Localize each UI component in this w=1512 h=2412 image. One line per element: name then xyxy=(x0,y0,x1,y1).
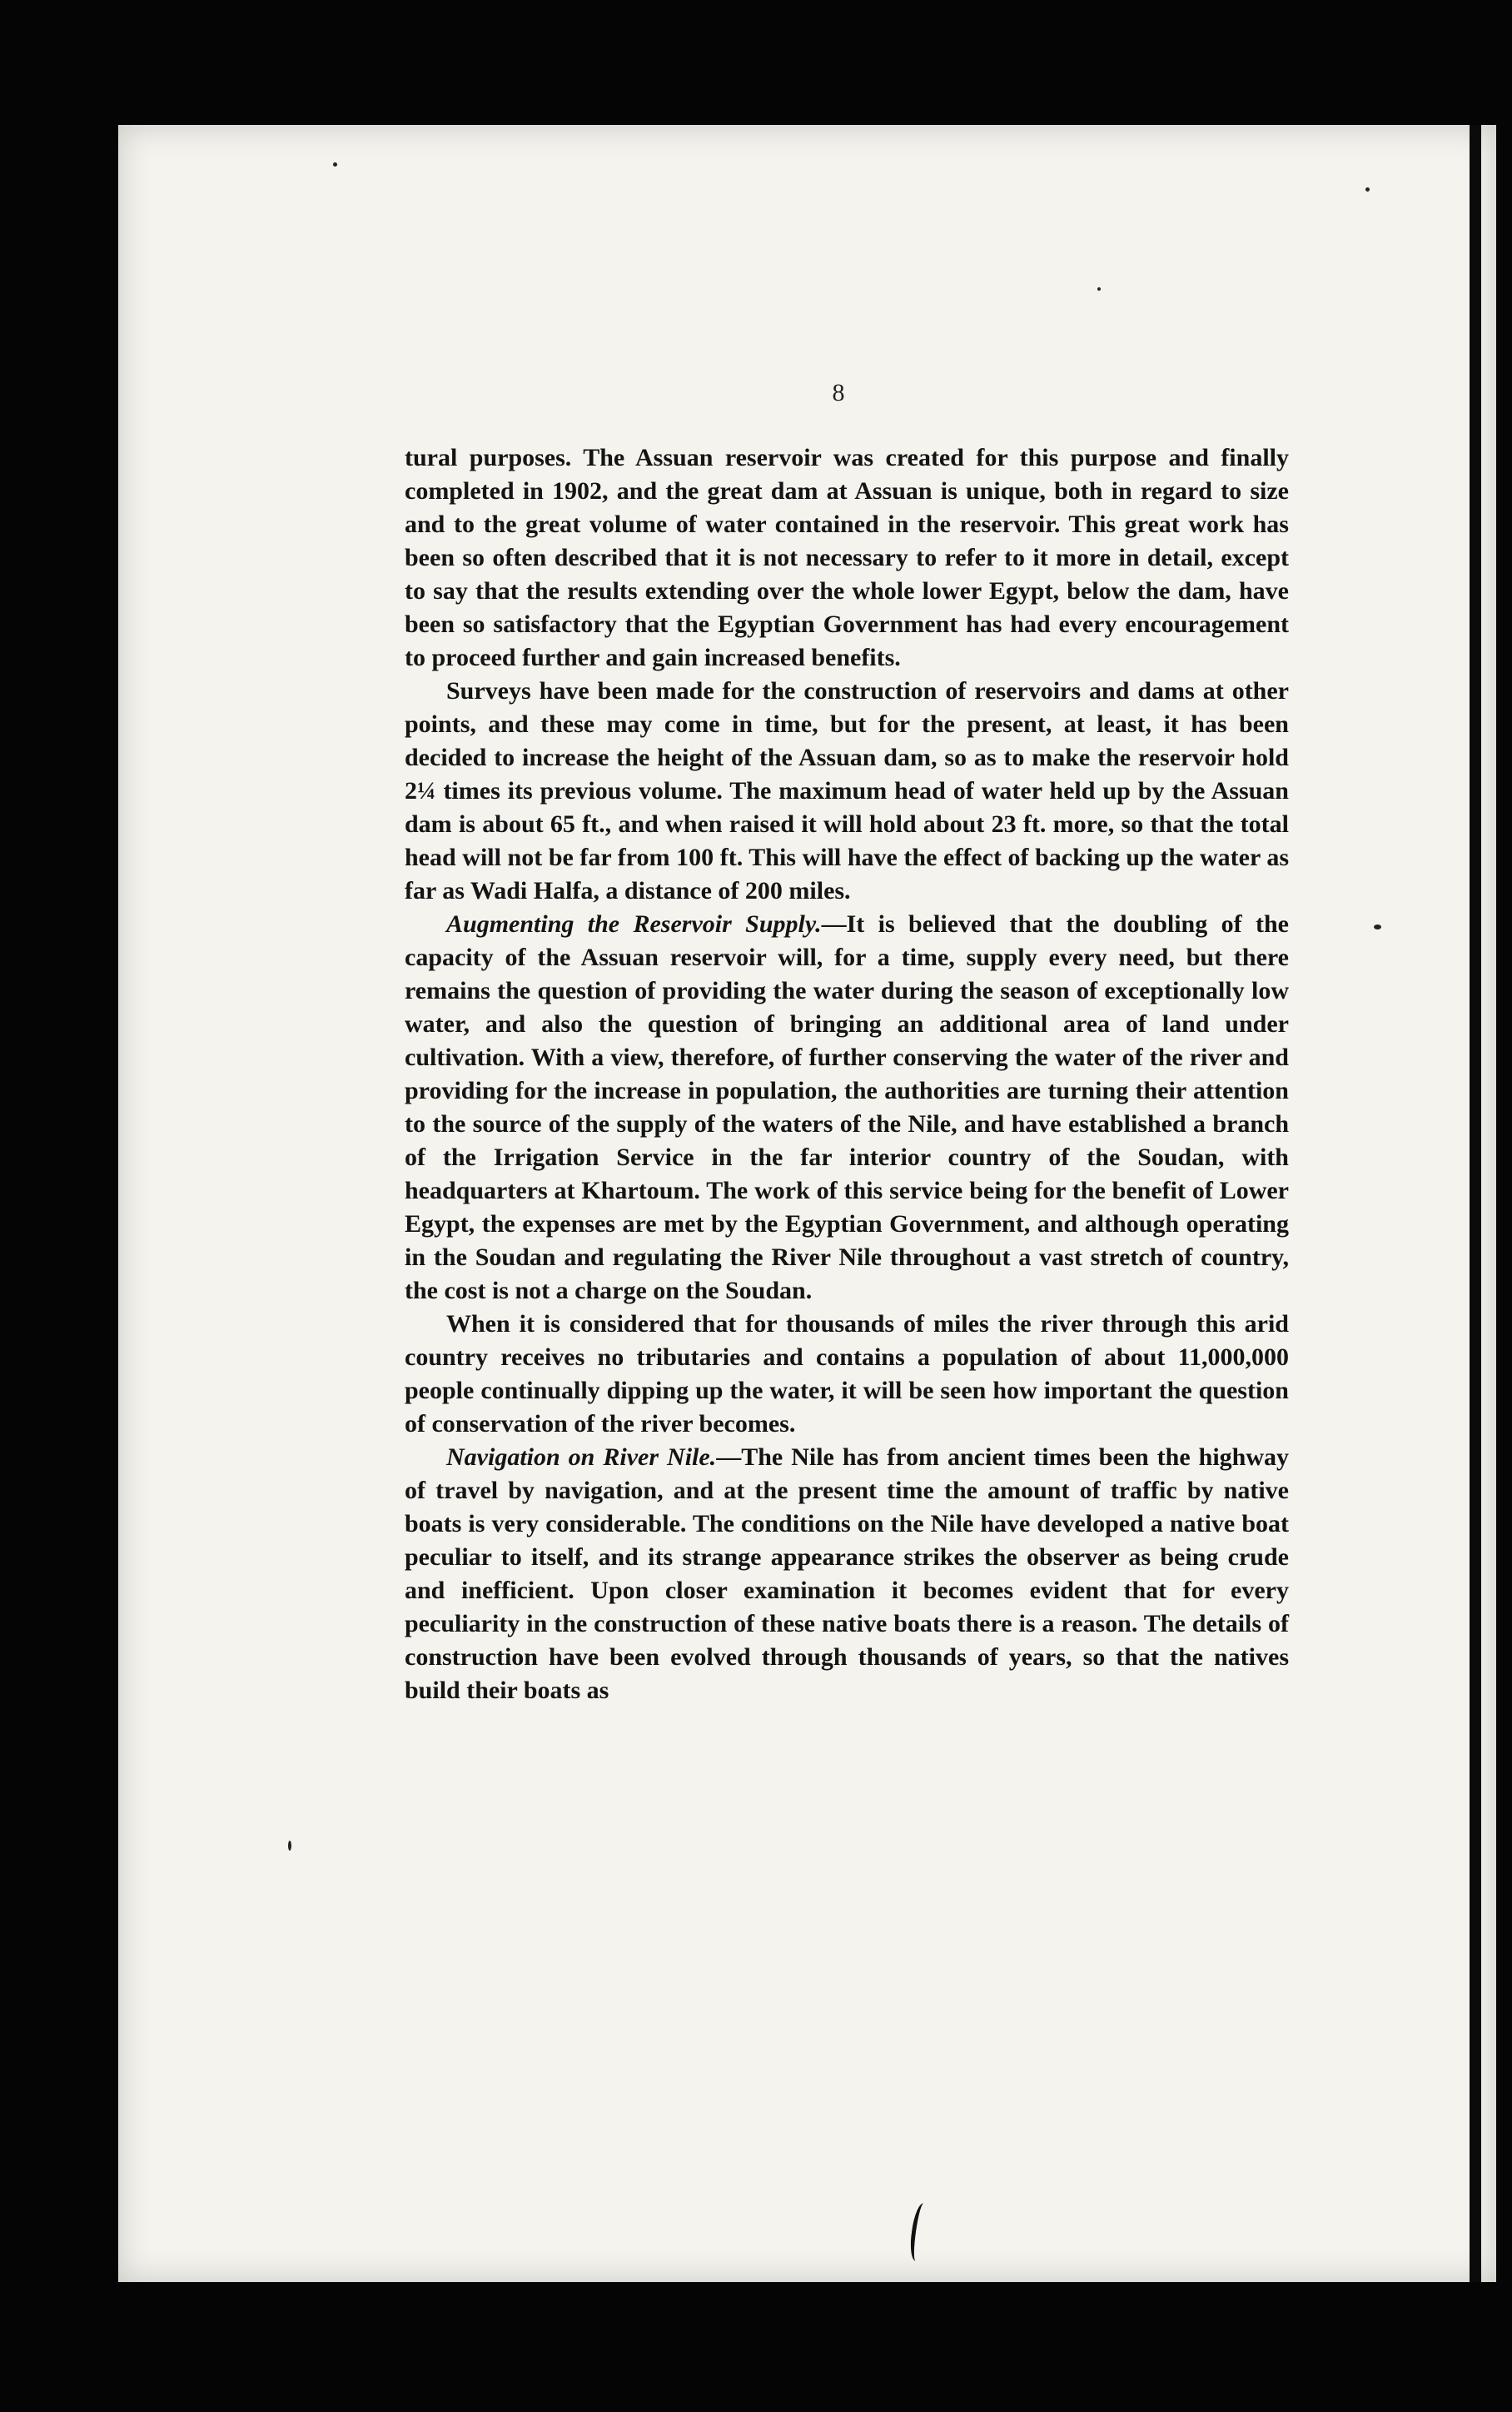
paragraph-text: —The Nile has from ancient times been the highway of travel by navigation, and at the present time the amount of traffic by native boats is very considerable. The conditions on the Nile have developed a native boat peculiar to itself, and its strange appearance strikes the observer as being crude and inefficient. Upon closer examination it becomes evident that for every peculiarity in the construction of these native boats there is a reason. The details of construction have been evolved through thousands of years, so that the natives build their boats as xyxy=(405,1443,1290,1704)
page-number: 8 xyxy=(832,379,847,406)
paragraph-text: When it is considered that for thousands of miles the river through this arid country receives no tributaries and contains a population of about 11,000,000 people continually dipping up the water, it will be seen how important the question of conservation of the river becomes. xyxy=(405,1310,1289,1438)
paragraph-text: Surveys have been made for the construction of reservoirs and dams at other points, and these may come in time, but for the present, at least, it has been decided to increase the height of the Assuan dam, so as to make the reservoir hold 2¼ times its previous volume. The maximum head of water held up by the Assuan dam is about 65 ft., and when raised it will hold about 23 ft. more, so that the total head will not be far from 100 ft. This will have the effect of backing up the water as far as Wadi Halfa, a distance of 200 miles. xyxy=(405,677,1289,904)
scan-speck xyxy=(288,1841,291,1851)
paragraph xyxy=(405,441,1289,675)
paragraph-text: tural purposes. The Assuan reservoir was created for this purpose and finally completed in 1902, and the great dam at Assuan is unique, both in regard to size and to the great volume of water contained in the reservoir. This great work has been so often described that it is not necessary to refer to it more in detail, except to say that the results extending over the whole lower Egypt, below the dam, have been so satisfactory that the Egyptian Government has had every encouragement to proceed further and gain increased benefits. xyxy=(405,444,1289,671)
paragraph xyxy=(405,1308,1289,1441)
paragraph xyxy=(405,908,1289,1308)
scan-speck xyxy=(1365,187,1370,192)
paragraph xyxy=(405,1441,1289,1707)
page-gutter xyxy=(1470,125,1481,2282)
scan-speck xyxy=(1374,924,1381,929)
section-heading: Navigation on River Nile. xyxy=(446,1443,717,1471)
scan-speck xyxy=(333,162,337,167)
paragraph-text: —It is believed that the doubling of the capacity of the Assuan reservoir will, for a time, supply every need, but there remains the question of providing the water during the season of exceptionally low water, and also the question of bringing an additional area of land under cultivation. With a view, therefore, of further conserving the water of the river and providing for the increase in population, the authorities are turning their attention to the source of the supply of the waters of the Nile, and have established a branch of the Irrigation Service in the far interior country of the Soudan, with headquarters at Khartoum. The work of this service being for the benefit of Lower Egypt, the expenses are met by the Egyptian Government, and although operating in the Soudan and regulating the River Nile throughout a vast stretch of country, the cost is not a charge on the Soudan. xyxy=(405,910,1289,1304)
scan-speck xyxy=(1097,287,1101,291)
paragraph xyxy=(405,675,1289,908)
body-text xyxy=(405,441,1289,1707)
section-heading: Augmenting the Reservoir Supply. xyxy=(446,910,822,938)
